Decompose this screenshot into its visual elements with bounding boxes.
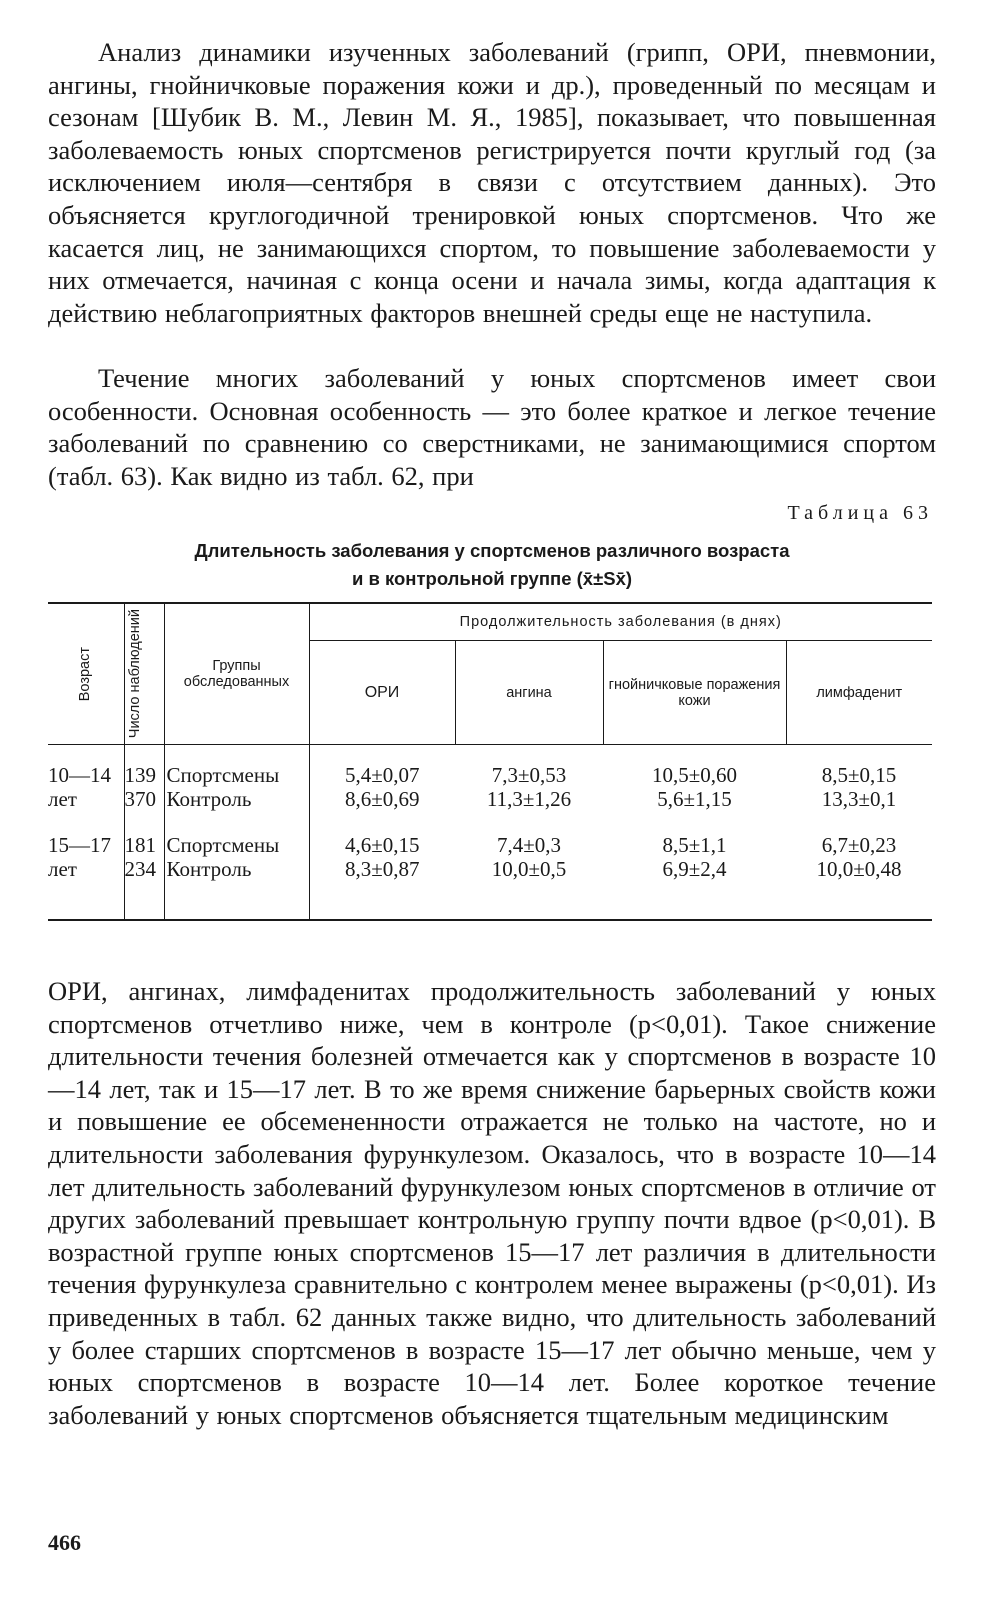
table-title-line-2: и в контрольной группе (x̄±Sx̄) (351, 568, 633, 589)
count-value: 139 (124, 763, 156, 787)
table-title (48, 537, 936, 593)
lymph-value: 13,3±0,1 (821, 787, 897, 811)
angina-value: 7,4±0,3 (496, 833, 562, 857)
group-cell (164, 755, 309, 811)
header-pustular: гнойничковые поражения кожи (603, 641, 786, 745)
age-range: 15—17 (48, 833, 111, 857)
data-table (48, 602, 932, 921)
ori-value: 4,6±0,15 (344, 833, 420, 857)
age-cell (48, 755, 124, 811)
lymph-cell (786, 755, 932, 811)
angina-value: 10,0±0,5 (491, 857, 567, 881)
pustular-value: 10,5±0,60 (651, 763, 738, 787)
lymph-value: 8,5±0,15 (821, 763, 897, 787)
lymph-value: 6,7±0,23 (821, 833, 897, 857)
group-cell (164, 811, 309, 920)
group-name: Спортсмены (166, 833, 280, 857)
table-row (48, 811, 932, 920)
ori-value: 5,4±0,07 (344, 763, 420, 787)
pustular-cell (603, 755, 786, 811)
pustular-value: 5,6±1,15 (657, 787, 732, 811)
table-label: Таблица 63 (787, 502, 933, 524)
header-age (48, 603, 124, 745)
header-count (124, 603, 164, 745)
header-lymph: лимфаденит (786, 641, 932, 745)
count-cell (124, 755, 164, 811)
count-value: 234 (124, 857, 156, 881)
paragraph-2: Течение многих заболеваний у юных спортсменов имеет свои особенности. Основная особенность — это более краткое и легкое течение заболеваний по сравнению со сверстниками, не занимающимися спортом (табл. 63). Как видно из табл. 62, при (48, 363, 936, 491)
pustular-value: 6,9±2,4 (662, 857, 727, 881)
group-name: Спортсмены (166, 763, 280, 787)
lymph-cell (786, 811, 932, 920)
angina-cell (455, 755, 603, 811)
group-name: Контроль (166, 787, 252, 811)
angina-value: 11,3±1,26 (486, 787, 572, 811)
group-name: Контроль (166, 857, 252, 881)
header-duration: Продолжительность заболевания (в днях) (309, 603, 932, 641)
angina-cell (455, 811, 603, 920)
age-range: 10—14 (48, 763, 111, 787)
age-unit: лет (48, 787, 77, 811)
table-title-line-1: Длительность заболевания у спортсменов различного возраста (194, 540, 790, 561)
age-unit: лет (48, 857, 77, 881)
count-value: 370 (124, 787, 156, 811)
angina-value: 7,3±0,53 (491, 763, 567, 787)
ori-value: 8,6±0,69 (344, 787, 420, 811)
ori-cell (309, 811, 455, 920)
page-number: 466 (48, 1530, 81, 1555)
count-value: 181 (124, 833, 156, 857)
header-age-text: Возраст (77, 646, 94, 702)
pustular-cell (603, 811, 786, 920)
age-cell (48, 811, 124, 920)
lymph-value: 10,0±0,48 (816, 857, 902, 881)
count-cell (124, 811, 164, 920)
header-angina: ангина (455, 641, 603, 745)
ori-cell (309, 755, 455, 811)
table-row (48, 755, 932, 811)
header-groups: Группы обследованных (164, 603, 309, 745)
pustular-value: 8,5±1,1 (662, 833, 727, 857)
paragraph-3: ОРИ, ангинах, лимфаденитах продолжительность заболеваний у юных спортсменов отчетливо ниже, чем в контроле (p<0,01). Такое снижение длительности течения болезней отмечается как у спортсменов в возрасте 10—14 лет, так и 15—17 лет. В то же время снижение барьерных свойств кожи и повышение ее обсемененности отражается не только на частоте, но и длительности заболевания фурункулезом. Оказалось, что в возрасте 10—14 лет длительность заболеваний фурункулезом юных спортсменов в отличие от других заболеваний превышает контрольную группу почти вдвое (p<0,01). В возрастной группе юных спортсменов 15—17 лет различия в длительности течения фурункулеза сравнительно с контролем менее выражены (p<0,01). Из приведенных в табл. 62 данных также видно, что длительность заболеваний у более старших спортсменов в возрасте 15—17 лет обычно меньше, чем у юных спортсменов в возрасте 10—14 лет. Более короткое течение заболеваний у юных спортсменов объясняется тщательным медицинским (48, 976, 936, 1430)
paragraph-1: Анализ динамики изученных заболеваний (грипп, ОРИ, пневмонии, ангины, гнойничковые поражения кожи и др.), проведенный по месяцам и сезонам [Шубик В. М., Левин М. Я., 1985], показывает, что повышенная заболеваемость юных спортсменов регистрируется почти круглый год (за исключением июля—сентября в связи с отсутствием данных). Это объясняется круглогодичной тренировкой юных спортсменов. Что же касается лиц, не занимающихся спортом, то повышение заболеваемости у них отмечается, начиная с конца осени и начала зимы, когда адаптация к действию неблагоприятных факторов внешней среды еще не наступила. (48, 37, 936, 328)
header-ori: ОРИ (309, 641, 455, 745)
header-count-text: Число наблюдений (127, 609, 143, 739)
ori-value: 8,3±0,87 (344, 857, 420, 881)
